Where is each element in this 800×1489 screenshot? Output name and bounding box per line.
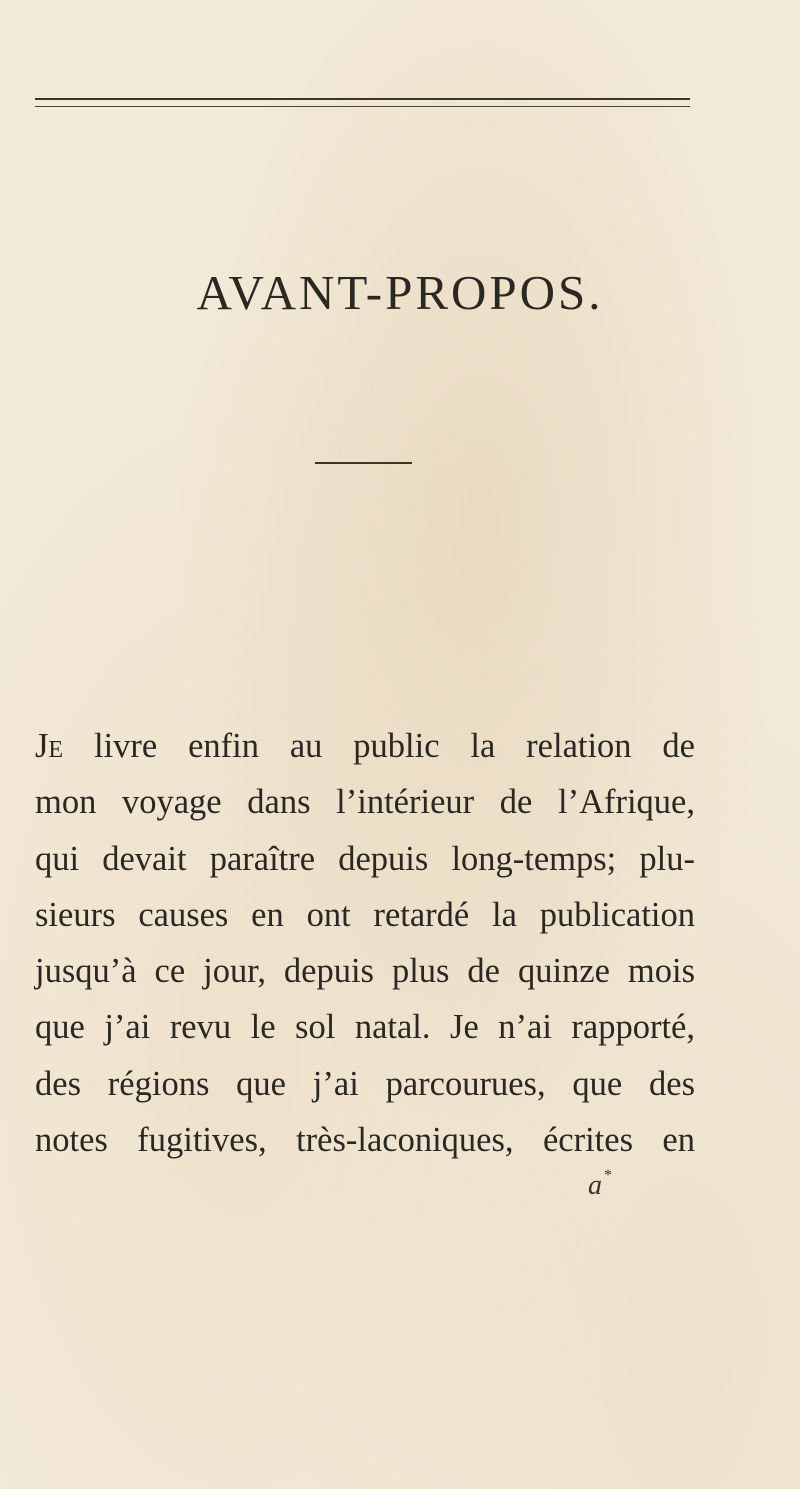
text-line-4: sieurs causes en ont retardé la publication [35, 895, 695, 934]
text-line-7: des régions que j’ai parcourues, que des [35, 1064, 695, 1103]
signature-letter: a [588, 1170, 602, 1201]
heading-divider [315, 462, 412, 464]
first-word: Je [35, 727, 64, 765]
text-line-2: mon voyage dans l’intérieur de l’Afrique, [35, 783, 695, 822]
signature-mark [588, 1167, 612, 1202]
signature-star: * [604, 1167, 612, 1184]
page-heading: AVANT-PROPOS. [196, 265, 604, 320]
top-double-rule-thin [35, 106, 690, 107]
text-line-5: jusqu’à ce jour, depuis plus de quinze mois [35, 952, 695, 991]
text-line-8: notes fugitives, très-laconiques, écrites en [35, 1121, 695, 1160]
text-line-1: Je livre enfin au public la relation de [35, 727, 695, 765]
text-line-3: qui devait paraître depuis long-temps; plu- [35, 839, 695, 878]
body-paragraph [35, 718, 695, 1168]
text-line-6: que j’ai revu le sol natal. Je n’ai rapporté, [35, 1008, 695, 1047]
top-double-rule [35, 98, 690, 100]
